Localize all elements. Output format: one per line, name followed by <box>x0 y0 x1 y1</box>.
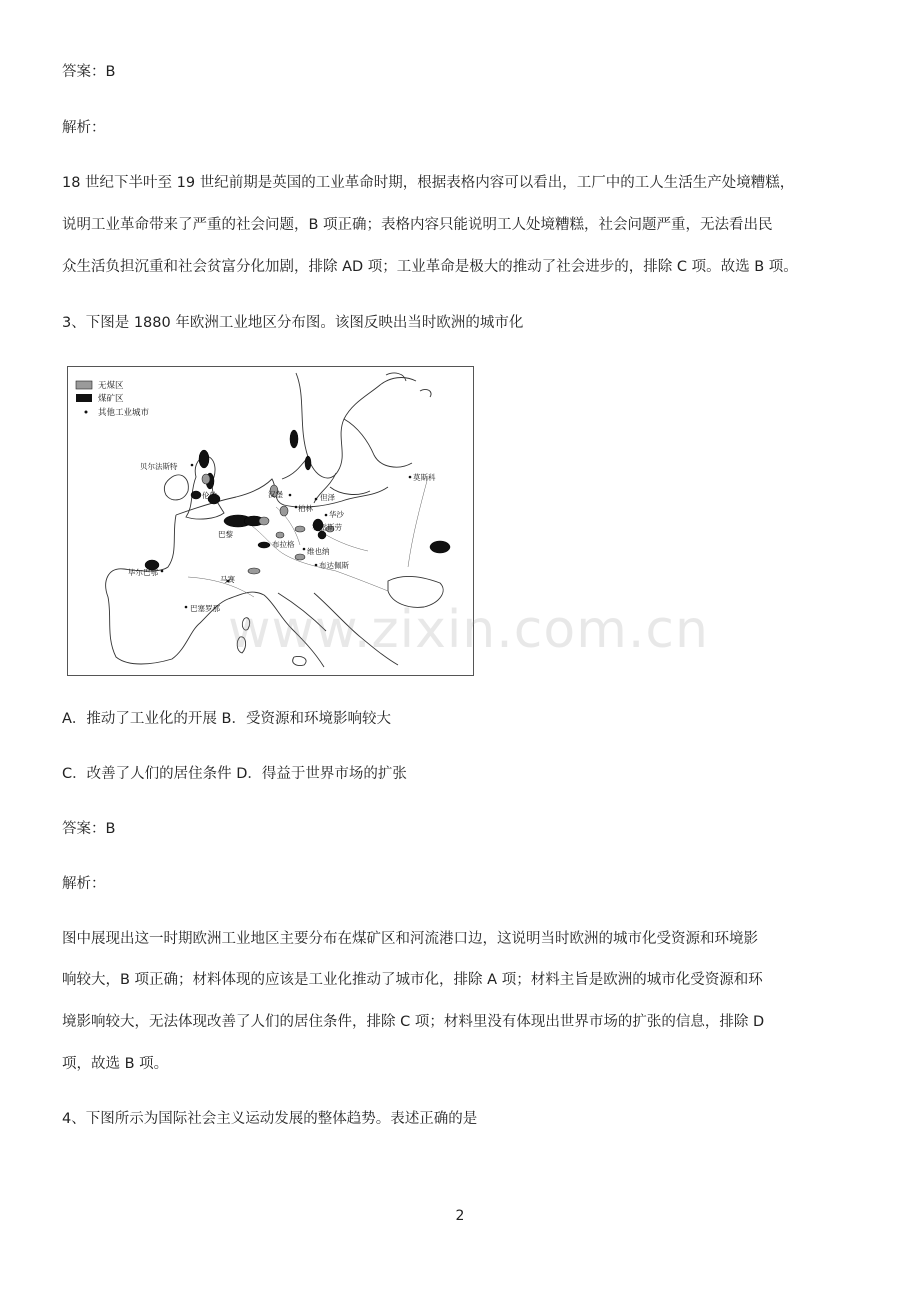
city-danzig: 但泽 <box>320 493 335 502</box>
q2-analysis-line-2: 说明工业革命带来了严重的社会问题，B 项正确；表格内容只能说明工人处境糟糕，社会问题严重，无法看出民 <box>62 217 773 233</box>
watermark: www.zixin.com.cn <box>228 600 709 660</box>
city-budapest: 布达佩斯 <box>319 561 349 570</box>
city-hamburg: 汉堡 <box>268 490 283 499</box>
q3-analysis-line-1: 图中展现出这一时期欧洲工业地区主要分布在煤矿区和河流港口边，这说明当时欧洲的城市化受资源和环境影 <box>62 931 758 947</box>
city-moscow: 莫斯科 <box>413 473 436 482</box>
q3-option-ab: A．推动了工业化的开展 B．受资源和环境影响较大 <box>62 711 391 727</box>
legend-dot <box>85 411 88 414</box>
city-paris: 巴黎 <box>218 530 233 539</box>
city-london: 伦敦 <box>202 491 217 500</box>
q3-analysis-line-4: 项，故选 B 项。 <box>62 1056 169 1072</box>
q4-stem: 4、下图所示为国际社会主义运动发展的整体趋势。表述正确的是 <box>62 1111 478 1127</box>
city-berlin: 柏林 <box>298 504 313 513</box>
q3-option-cd: C．改善了人们的居住条件 D．得益于世界市场的扩张 <box>62 766 407 782</box>
city-breslau: 布雷斯劳 <box>312 523 342 532</box>
q3-analysis-line-2: 响较大，B 项正确；材料体现的应该是工业化推动了城市化，排除 A 项；材料主旨是欧洲的城市化受资源和环 <box>62 972 763 988</box>
legend-other-cities: 其他工业城市 <box>98 408 150 418</box>
q2-analysis-label: 解析： <box>62 120 106 136</box>
city-barcelona: 巴塞罗那 <box>190 604 220 613</box>
q2-answer: 答案：B <box>62 64 116 80</box>
city-belfast: 贝尔法斯特 <box>140 462 178 471</box>
q3-analysis-label: 解析： <box>62 876 106 892</box>
city-warsaw: 华沙 <box>329 510 344 519</box>
city-vienna: 维也纳 <box>307 547 330 556</box>
legend-coal: 煤矿区 <box>98 394 124 404</box>
page-number: 2 <box>455 1208 465 1224</box>
q3-answer: 答案：B <box>62 821 116 837</box>
q3-stem: 3、下图是 1880 年欧洲工业地区分布图。该图反映出当时欧洲的城市化 <box>62 315 524 331</box>
legend-no-coal: 无煤区 <box>98 381 124 391</box>
city-bilbao: 毕尔巴鄂 <box>128 568 158 577</box>
q3-analysis-line-3: 境影响较大，无法体现改善了人们的居住条件，排除 C 项；材料里没有体现出世界市场的扩张的信息，排除 D <box>62 1014 765 1030</box>
city-prague: 布拉格 <box>272 540 295 549</box>
q2-analysis-line-1: 18 世纪下半叶至 19 世纪前期是英国的工业革命时期，根据表格内容可以看出，工厂中的工人生活生产处境糟糕， <box>62 175 795 191</box>
q2-analysis-line-3: 众生活负担沉重和社会贫富分化加剧，排除 AD 项；工业革命是极大的推动了社会进步的，排除 C 项。故选 B 项。 <box>62 259 798 275</box>
legend-swatch-coal <box>76 394 92 402</box>
city-marseille: 马赛 <box>220 575 235 584</box>
legend-swatch-no-coal <box>76 381 92 389</box>
